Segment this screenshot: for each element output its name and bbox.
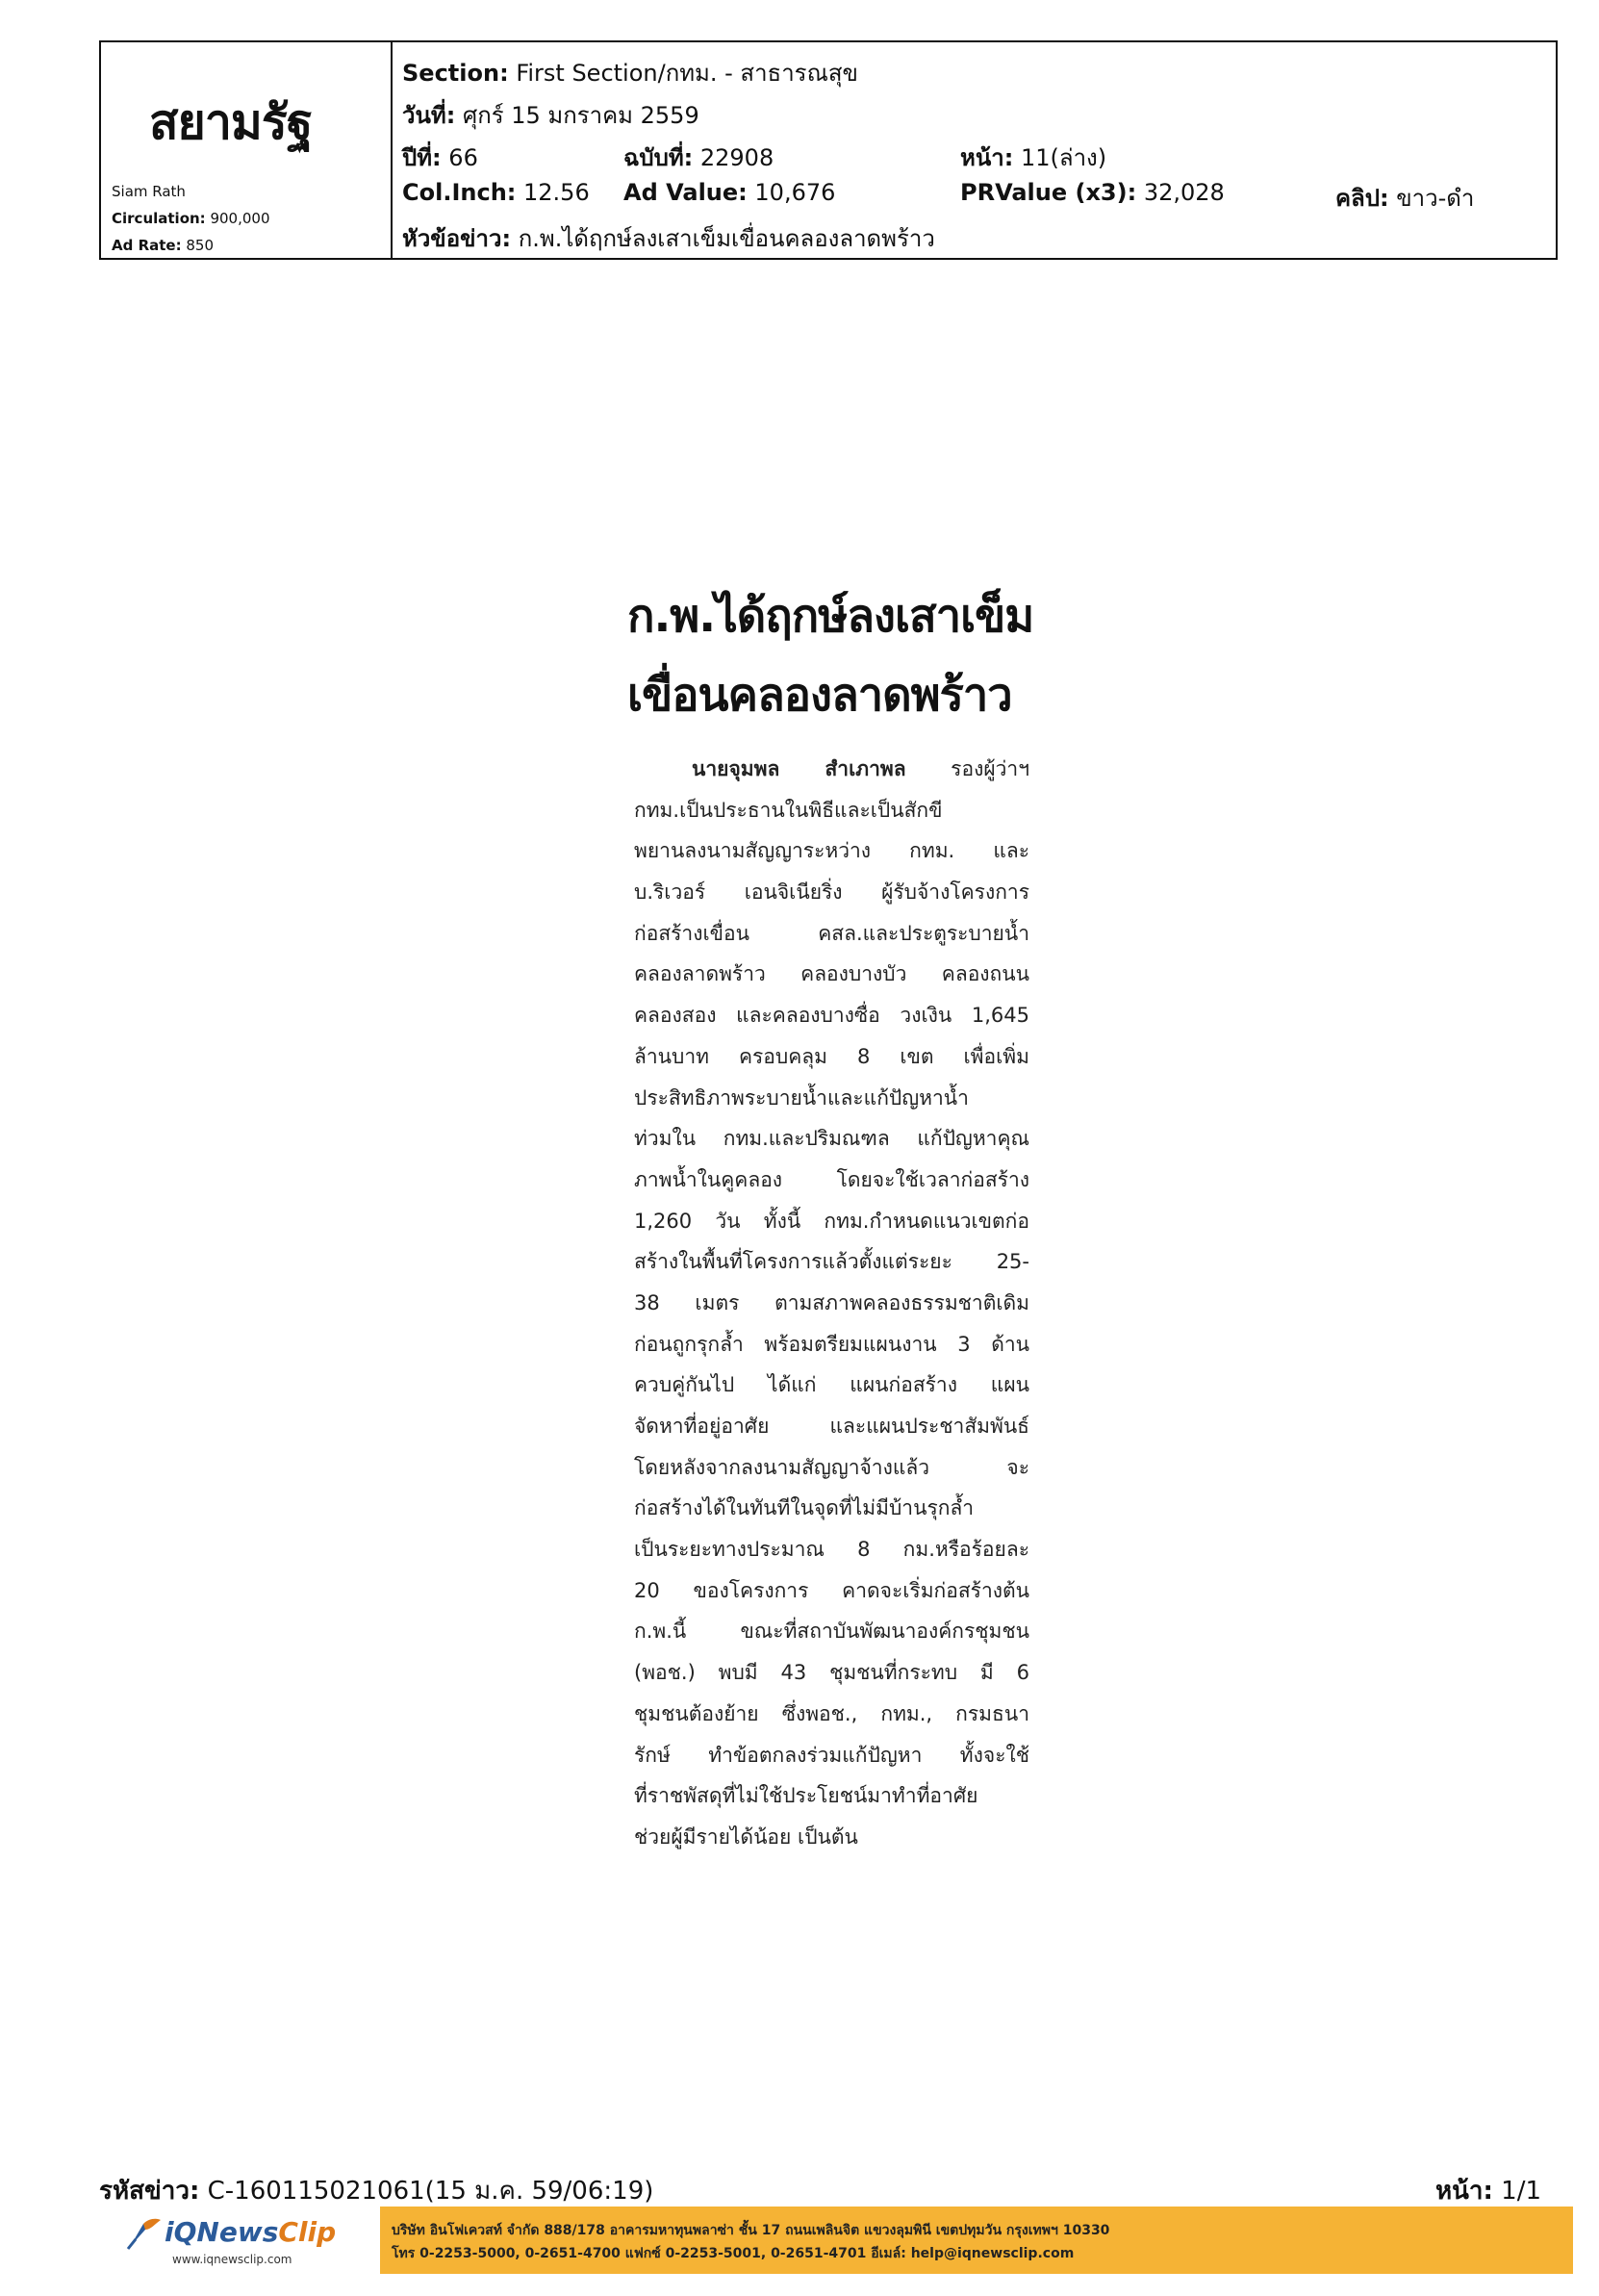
lead-name: นายจุมพล สำเภาพล bbox=[692, 757, 906, 780]
issue-field bbox=[623, 139, 774, 176]
article-line: 38 เมตร ตามสภาพคลองธรรมชาติเดิม bbox=[634, 1290, 1029, 1314]
article-line: โดยหลังจากลงนามสัญญาจ้างแล้ว จะ bbox=[634, 1455, 1029, 1479]
headline-label: หัวข้อข่าว: bbox=[402, 225, 512, 252]
advalue-value: 10,676 bbox=[754, 179, 836, 206]
clip-metadata-cell bbox=[393, 42, 1556, 258]
page-value: 11(ล่าง) bbox=[1020, 144, 1107, 171]
year-value: 66 bbox=[448, 144, 478, 171]
colinch-field bbox=[402, 179, 590, 206]
page-count-value: 1/1 bbox=[1501, 2177, 1541, 2206]
article-line: คลองสอง และคลองบางซื่อ วงเงิน 1,645 bbox=[634, 1004, 1029, 1028]
circulation bbox=[112, 210, 270, 227]
logo-url[interactable]: www.iqnewsclip.com bbox=[172, 2253, 292, 2266]
publication-cell bbox=[101, 42, 393, 258]
quill-icon bbox=[126, 2216, 163, 2251]
article-line: พยานลงนามสัญญาระหว่าง กทม. และ bbox=[634, 839, 1029, 863]
ad-rate-value: 850 bbox=[186, 237, 215, 254]
page-count-label: หน้า: bbox=[1434, 2177, 1493, 2206]
colinch-label: Col.Inch: bbox=[402, 179, 517, 206]
clip-label: คลิป: bbox=[1335, 185, 1389, 212]
headline-value: ก.พ.ได้ฤกษ์ลงเสาเข็มเขื่อนคลองลาดพร้าว bbox=[518, 225, 935, 252]
article-body bbox=[634, 749, 1029, 1858]
article-line: คลองลาดพร้าว คลองบางบัว คลองถนน bbox=[634, 962, 1029, 986]
article-line: เป็นระยะทางประมาณ 8 กม.หรือร้อยละ bbox=[634, 1538, 1029, 1562]
date-row bbox=[402, 96, 699, 134]
article-line: ท่วมใน กทม.และปริมณฑล แก้ปัญหาคุณ bbox=[634, 1127, 1029, 1151]
lead-rest: รองผู้ว่าฯ bbox=[951, 757, 1029, 780]
issue-label: ฉบับที่: bbox=[623, 144, 694, 171]
news-code-label: รหัสข่าว: bbox=[99, 2177, 200, 2206]
article-line: รักษ์ ทำข้อตกลงร่วมแก้ปัญหา ทั้งจะใช้ bbox=[634, 1743, 1029, 1767]
company-address: บริษัท อินโฟเควสท์ จำกัด 888/178 อาคารมหาทุนพลาซ่า ชั้น 17 ถนนเพลินจิต แขวงลุมพินี เขตปทุมวัน กรุงเทพฯ 10330 bbox=[392, 2223, 1110, 2238]
article-line: ก.พ.นี้ ขณะที่สถาบันพัฒนาองค์กรชุมชน bbox=[634, 1620, 1029, 1644]
logo-text-a: iQNews bbox=[165, 2216, 279, 2248]
ad-rate-label: Ad Rate: bbox=[112, 237, 182, 254]
prvalue-label: PRValue (x3): bbox=[960, 179, 1137, 206]
article-line: ที่ราชพัสดุที่ไม่ใช้ประโยชน์มาทำที่อาศัย bbox=[634, 1784, 978, 1808]
footer-bar bbox=[101, 2207, 1573, 2274]
page-field bbox=[960, 139, 1106, 176]
advalue-label: Ad Value: bbox=[623, 179, 748, 206]
article-line: ชุมชนต้องย้าย ซึ่งพอช., กทม., กรมธนา bbox=[634, 1701, 1029, 1725]
year-field bbox=[402, 139, 478, 176]
article-line: ประสิทธิภาพระบายน้ำและแก้ปัญหาน้ำ bbox=[634, 1085, 969, 1110]
publication-name-en: Siam Rath bbox=[112, 183, 186, 200]
logo-text-b: Clip bbox=[278, 2216, 337, 2248]
section-value: First Section/กทม. - สาธารณสุข bbox=[516, 60, 858, 87]
logo-wordmark bbox=[165, 2216, 336, 2248]
article-line: ก่อสร้างเขื่อน คสล.และประตูระบายน้ำ bbox=[634, 921, 1029, 945]
headline-row bbox=[402, 219, 935, 257]
article-line: สร้างในพื้นที่โครงการแล้วตั้งแต่ระยะ 25- bbox=[634, 1250, 1029, 1274]
clip-field bbox=[1335, 179, 1474, 217]
article-line bbox=[634, 749, 1029, 790]
article-line: ภาพน้ำในคูคลอง โดยจะใช้เวลาก่อสร้าง bbox=[634, 1167, 1029, 1191]
colinch-value: 12.56 bbox=[523, 179, 590, 206]
news-code-value: C-160115021061(15 ม.ค. 59/06:19) bbox=[207, 2177, 654, 2206]
circulation-label: Circulation: bbox=[112, 210, 206, 227]
article-line: 1,260 วัน ทั้งนี้ กทม.กำหนดแนวเขตก่อ bbox=[634, 1209, 1029, 1233]
ad-rate bbox=[112, 237, 214, 254]
date-label: วันที่: bbox=[402, 102, 456, 129]
publication-logo: สยามรัฐ bbox=[149, 94, 313, 150]
clip-header-box bbox=[99, 40, 1558, 260]
date-value: ศุกร์ 15 มกราคม 2559 bbox=[462, 102, 699, 129]
advalue-field bbox=[623, 179, 835, 206]
issue-value: 22908 bbox=[699, 144, 774, 171]
article-line: 20 ของโครงการ คาดจะเริ่มก่อสร้างต้น bbox=[634, 1578, 1029, 1602]
year-label: ปีที่: bbox=[402, 144, 442, 171]
article-line: บ.ริเวอร์ เอนจิเนียริ่ง ผู้รับจ้างโครงการ bbox=[634, 880, 1029, 905]
section-row bbox=[402, 54, 858, 91]
page-label: หน้า: bbox=[960, 144, 1014, 171]
clip-value: ขาว-ดำ bbox=[1396, 185, 1475, 212]
circulation-value: 900,000 bbox=[210, 210, 270, 227]
prvalue-value: 32,028 bbox=[1143, 179, 1225, 206]
article-line: กทม.เป็นประธานในพิธีและเป็นสักขี bbox=[634, 798, 943, 822]
article-line: ช่วยผู้มีรายได้น้อย เป็นต้น bbox=[634, 1824, 858, 1849]
article-line: ควบคู่กันไป ได้แก่ แผนก่อสร้าง แผน bbox=[634, 1373, 1029, 1397]
article-headline bbox=[627, 577, 1041, 735]
section-label: Section: bbox=[402, 60, 509, 87]
article-line: ก่อนถูกรุกล้ำ พร้อมตรียมแผนงาน 3 ด้าน bbox=[634, 1332, 1029, 1356]
page-count bbox=[1435, 2171, 1541, 2210]
iqnewsclip-logo[interactable] bbox=[101, 2207, 380, 2274]
prvalue-field bbox=[960, 179, 1225, 206]
article-line: ก่อสร้างได้ในทันทีในจุดที่ไม่มีบ้านรุกล้ำ bbox=[634, 1496, 975, 1520]
article-line: (พอช.) พบมี 43 ชุมชนที่กระทบ มี 6 bbox=[634, 1661, 1029, 1685]
headline-line: เขื่อนคลองลาดพร้าว bbox=[627, 669, 1012, 722]
company-contact: โทร 0-2253-5000, 0-2651-4700 แฟกซ์ 0-2253-5001, 0-2651-4701 อีเมล์: help@iqnewsclip.com bbox=[392, 2246, 1075, 2261]
headline-line: ก.พ.ได้ฤกษ์ลงเสาเข็ม bbox=[627, 590, 1034, 643]
news-code bbox=[99, 2171, 653, 2210]
article-line: ล้านบาท ครอบคลุม 8 เขต เพื่อเพิ่ม bbox=[634, 1044, 1029, 1068]
article-line: จัดหาที่อยู่อาศัย และแผนประชาสัมพันธ์ bbox=[634, 1415, 1029, 1438]
